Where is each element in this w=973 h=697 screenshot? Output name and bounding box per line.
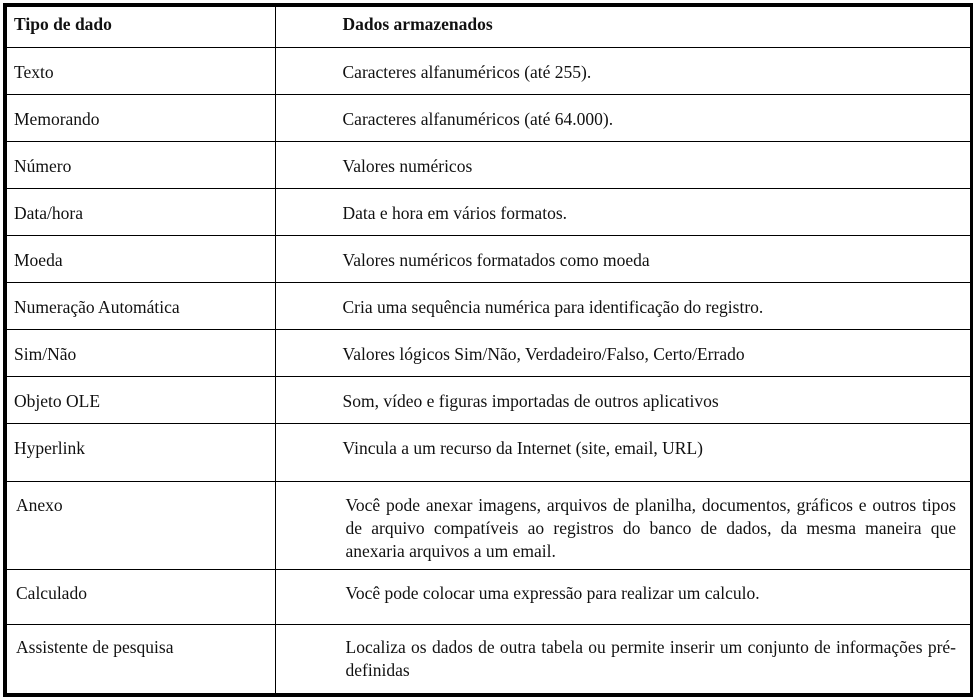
table-row bbox=[7, 235, 970, 282]
cell-tipo: Texto bbox=[7, 47, 275, 94]
cell-tipo: Objeto OLE bbox=[7, 376, 275, 423]
cell-tipo: Moeda bbox=[7, 235, 275, 282]
table-row bbox=[7, 282, 970, 329]
table-header-row bbox=[7, 7, 970, 47]
header-tipo-de-dado: Tipo de dado bbox=[7, 7, 275, 47]
table-row bbox=[7, 141, 970, 188]
table-row bbox=[7, 329, 970, 376]
cell-dados: Data e hora em vários formatos. bbox=[275, 188, 970, 235]
cell-dados: Valores numéricos formatados como moeda bbox=[275, 235, 970, 282]
cell-dados: Som, vídeo e figuras importadas de outros aplicativos bbox=[275, 376, 970, 423]
table-row bbox=[7, 569, 970, 624]
cell-tipo: Número bbox=[7, 141, 275, 188]
cell-dados: Valores numéricos bbox=[275, 141, 970, 188]
cell-tipo: Data/hora bbox=[7, 188, 275, 235]
cell-dados: Caracteres alfanuméricos (até 64.000). bbox=[275, 94, 970, 141]
table-row bbox=[7, 47, 970, 94]
cell-tipo: Hyperlink bbox=[7, 423, 275, 481]
cell-dados: Você pode anexar imagens, arquivos de planilha, documentos, gráficos e outros tipos de arquivo compatíveis ao registros do banco de dados, da mesma maneira que anexaria arquivos a um email. bbox=[275, 481, 970, 569]
cell-tipo: Anexo bbox=[7, 481, 275, 569]
cell-tipo: Assistente de pesquisa bbox=[7, 624, 275, 697]
table-row bbox=[7, 94, 970, 141]
table-row bbox=[7, 481, 970, 569]
data-types-table bbox=[7, 7, 970, 697]
cell-dados: Caracteres alfanuméricos (até 255). bbox=[275, 47, 970, 94]
cell-dados: Vincula a um recurso da Internet (site, email, URL) bbox=[275, 423, 970, 481]
table-row bbox=[7, 188, 970, 235]
cell-dados: Cria uma sequência numérica para identificação do registro. bbox=[275, 282, 970, 329]
table-row bbox=[7, 624, 970, 697]
table-row bbox=[7, 376, 970, 423]
data-types-table-frame bbox=[3, 3, 973, 697]
cell-tipo: Calculado bbox=[7, 569, 275, 624]
cell-tipo: Memorando bbox=[7, 94, 275, 141]
cell-dados: Localiza os dados de outra tabela ou permite inserir um conjunto de informações pré-definidas bbox=[275, 624, 970, 697]
cell-tipo: Numeração Automática bbox=[7, 282, 275, 329]
cell-dados: Valores lógicos Sim/Não, Verdadeiro/Falso, Certo/Errado bbox=[275, 329, 970, 376]
header-dados-armazenados: Dados armazenados bbox=[342, 14, 493, 34]
cell-dados: Você pode colocar uma expressão para realizar um calculo. bbox=[275, 569, 970, 624]
table-row bbox=[7, 423, 970, 481]
cell-tipo: Sim/Não bbox=[7, 329, 275, 376]
